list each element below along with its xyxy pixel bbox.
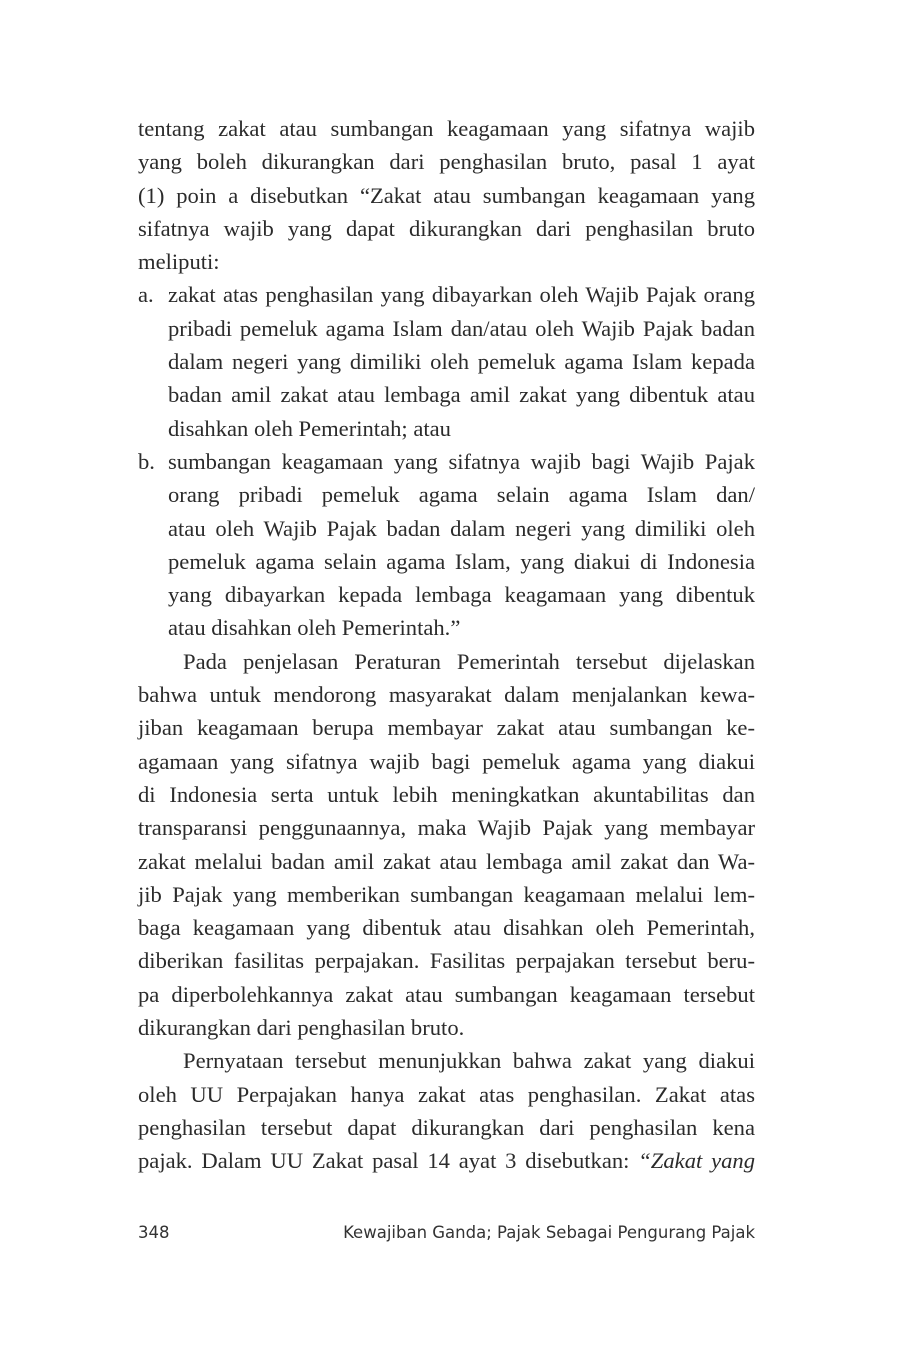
text-line: dikurangkan dari penghasilan bruto. bbox=[138, 1015, 465, 1041]
list-item-b bbox=[138, 445, 755, 645]
page-body bbox=[138, 112, 755, 1178]
text-line: agamaan yang sifatnya wajib bagi pemeluk agama yang diakui bbox=[138, 748, 755, 774]
text-line: Pernyataan tersebut menunjukkan bahwa zakat yang diakui bbox=[183, 1048, 755, 1074]
text-line: diberikan fasilitas perpajakan. Fasilitas perpajakan tersebut beru- bbox=[138, 948, 755, 974]
text-line: meliputi: bbox=[138, 249, 220, 275]
text-line: jib Pajak yang memberikan sumbangan keagamaan melalui lem- bbox=[138, 881, 755, 907]
text-line: (1) poin a disebutkan “Zakat atau sumbangan keagamaan yang bbox=[138, 182, 755, 208]
list-text-line: pribadi pemeluk agama Islam dan/atau oleh Wajib Pajak badan bbox=[168, 315, 755, 341]
list-marker: b. bbox=[138, 448, 155, 474]
list-text-line: pemeluk agama selain agama Islam, yang diakui di Indonesia bbox=[168, 548, 755, 574]
text-line: baga keagamaan yang dibentuk atau disahkan oleh Pemerintah, bbox=[138, 915, 755, 941]
text-line: pa diperbolehkannya zakat atau sumbangan keagamaan tersebut bbox=[138, 981, 755, 1007]
text-line: di Indonesia serta untuk lebih meningkatkan akuntabilitas dan bbox=[138, 781, 755, 807]
text-line: jiban keagamaan berupa membayar zakat atau sumbangan ke- bbox=[138, 715, 755, 741]
page-number: 348 bbox=[138, 1223, 170, 1242]
list-marker: a. bbox=[138, 282, 154, 308]
text-line: tentang zakat atau sumbangan keagamaan yang sifatnya wajib bbox=[138, 116, 755, 141]
list-text-line: orang pribadi pemeluk agama selain agama Islam dan/ bbox=[168, 482, 755, 508]
list-text-line: atau disahkan oleh Pemerintah.” bbox=[168, 615, 461, 641]
intro-paragraph bbox=[138, 112, 755, 278]
text-line: oleh UU Perpajakan hanya zakat atas penghasilan. Zakat atas bbox=[138, 1081, 755, 1107]
text-line-mixed bbox=[138, 1144, 755, 1177]
list-text-line: disahkan oleh Pemerintah; atau bbox=[168, 415, 451, 441]
list-text-line: yang dibayarkan kepada lembaga keagamaan yang dibentuk bbox=[168, 582, 755, 608]
text-line: bahwa untuk mendorong masyarakat dalam menjalankan kewa- bbox=[138, 682, 755, 708]
paragraph-statement bbox=[138, 1044, 755, 1177]
paragraph-explanation bbox=[138, 645, 755, 1045]
text-italic-quote: “Zakat yang bbox=[638, 1148, 755, 1174]
text-line: zakat melalui badan amil zakat atau lembaga amil zakat dan Wa- bbox=[138, 848, 755, 874]
list-text-line: zakat atas penghasilan yang dibayarkan oleh Wajib Pajak orang bbox=[168, 282, 755, 308]
list-item-a bbox=[138, 278, 755, 444]
page-footer bbox=[138, 1223, 755, 1247]
list-text-line: dalam negeri yang dimiliki oleh pemeluk agama Islam kepada bbox=[168, 349, 755, 375]
list-text-line: atau oleh Wajib Pajak badan dalam negeri yang dimiliki oleh bbox=[168, 515, 755, 541]
text-line: penghasilan tersebut dapat dikurangkan dari penghasilan kena bbox=[138, 1114, 755, 1140]
list-text-line: sumbangan keagamaan yang sifatnya wajib bagi Wajib Pajak bbox=[168, 448, 755, 474]
text-line: yang boleh dikurangkan dari penghasilan bruto, pasal 1 ayat bbox=[138, 149, 755, 175]
text-line: transparansi penggunaannya, maka Wajib Pajak yang membayar bbox=[138, 815, 755, 841]
list-text-line: badan amil zakat atau lembaga amil zakat yang dibentuk atau bbox=[168, 382, 755, 408]
text-regular: pajak. Dalam UU Zakat pasal 14 ayat 3 disebutkan: bbox=[138, 1148, 639, 1174]
text-line: Pada penjelasan Peraturan Pemerintah tersebut dijelaskan bbox=[183, 648, 755, 674]
running-title: Kewajiban Ganda; Pajak Sebagai Pengurang Pajak bbox=[343, 1223, 755, 1242]
text-line: sifatnya wajib yang dapat dikurangkan dari penghasilan bruto bbox=[138, 215, 755, 241]
